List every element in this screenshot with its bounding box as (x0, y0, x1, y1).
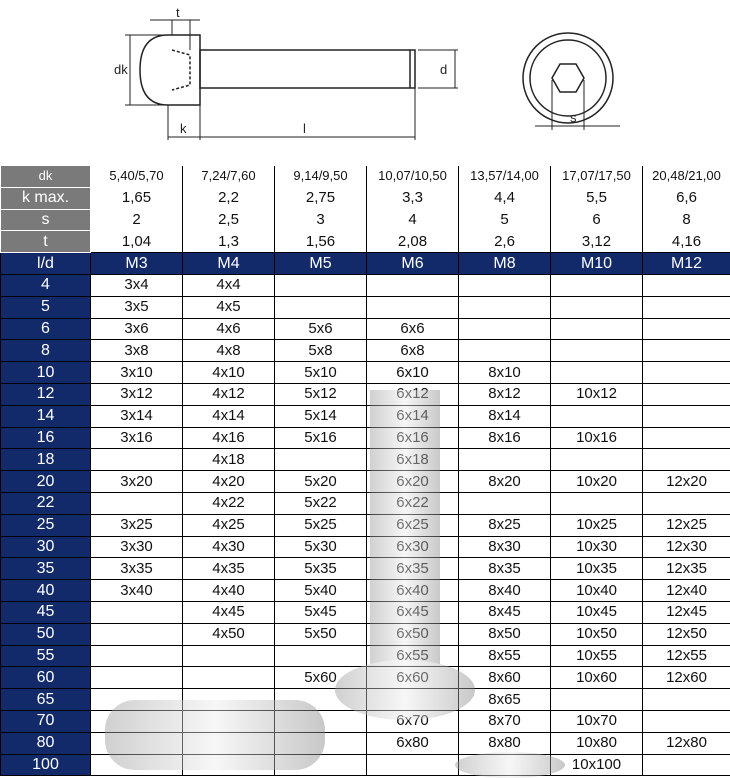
size-cell: 3x10 (91, 362, 183, 384)
size-cell: 6x50 (367, 623, 459, 645)
property-row (1, 231, 730, 253)
size-cell: 5x16 (275, 427, 367, 449)
size-cell (183, 732, 275, 754)
size-header: M3 (91, 253, 183, 275)
size-cell: 5x50 (275, 623, 367, 645)
size-header: M4 (183, 253, 275, 275)
size-cell: 6x22 (367, 492, 459, 514)
size-cell (367, 689, 459, 711)
length-cell: 16 (1, 427, 91, 449)
size-cell: 4x12 (183, 383, 275, 405)
property-value: 10,07/10,50 (367, 166, 459, 188)
size-cell: 8x12 (459, 383, 551, 405)
size-cell: 3x40 (91, 580, 183, 602)
property-value: 2 (91, 209, 183, 231)
length-cell: 8 (1, 340, 91, 362)
size-cell: 6x25 (367, 514, 459, 536)
size-cell: 4x20 (183, 471, 275, 493)
table-row (1, 514, 730, 536)
length-cell: 60 (1, 667, 91, 689)
size-cell: 3x6 (91, 318, 183, 340)
size-cell: 10x40 (551, 580, 643, 602)
size-cell: 4x6 (183, 318, 275, 340)
size-cell: 5x25 (275, 514, 367, 536)
property-value: 1,04 (91, 231, 183, 253)
size-cell: 8x40 (459, 580, 551, 602)
size-cell: 10x25 (551, 514, 643, 536)
length-cell: 45 (1, 601, 91, 623)
size-cell: 12x40 (643, 580, 730, 602)
table-row (1, 623, 730, 645)
size-cell (643, 362, 730, 384)
size-cell: 5x8 (275, 340, 367, 362)
size-cell (367, 274, 459, 296)
length-cell: 70 (1, 710, 91, 732)
property-value: 8 (643, 209, 730, 231)
property-value: 6,6 (643, 187, 730, 209)
size-cell: 8x45 (459, 601, 551, 623)
label-k: k (180, 121, 187, 136)
property-value: 5,40/5,70 (91, 166, 183, 188)
size-cell (91, 710, 183, 732)
size-cell (183, 710, 275, 732)
length-cell: 30 (1, 536, 91, 558)
size-cell (91, 689, 183, 711)
property-value: 2,2 (183, 187, 275, 209)
size-cell (459, 296, 551, 318)
property-value: 1,65 (91, 187, 183, 209)
property-value: 7,24/7,60 (183, 166, 275, 188)
size-cell (551, 340, 643, 362)
size-cell: 5x40 (275, 580, 367, 602)
table-row (1, 296, 730, 318)
size-cell: 4x40 (183, 580, 275, 602)
property-row (1, 187, 730, 209)
size-cell (91, 732, 183, 754)
size-cell: 5x14 (275, 405, 367, 427)
size-cell: 6x70 (367, 710, 459, 732)
size-cell: 10x100 (551, 754, 643, 776)
size-cell (91, 645, 183, 667)
size-cell: 4x22 (183, 492, 275, 514)
property-value: 2,08 (367, 231, 459, 253)
property-value: 4,16 (643, 231, 730, 253)
size-cell (275, 754, 367, 776)
size-cell (459, 340, 551, 362)
property-value: 3 (275, 209, 367, 231)
size-cell (459, 274, 551, 296)
size-cell: 12x25 (643, 514, 730, 536)
size-cell: 6x30 (367, 536, 459, 558)
size-cell: 10x80 (551, 732, 643, 754)
size-cell: 4x8 (183, 340, 275, 362)
size-cell: 6x14 (367, 405, 459, 427)
size-cell: 10x55 (551, 645, 643, 667)
size-cell: 10x12 (551, 383, 643, 405)
property-value: 20,48/21,00 (643, 166, 730, 188)
size-cell: 6x80 (367, 732, 459, 754)
size-cell: 10x35 (551, 558, 643, 580)
size-cell (643, 318, 730, 340)
table-row (1, 340, 730, 362)
size-cell (551, 362, 643, 384)
table-row (1, 558, 730, 580)
table-row (1, 274, 730, 296)
length-cell: 4 (1, 274, 91, 296)
length-cell: 35 (1, 558, 91, 580)
size-cell (551, 689, 643, 711)
size-cell (91, 492, 183, 514)
size-cell: 4x35 (183, 558, 275, 580)
size-cell (643, 492, 730, 514)
label-s: s (570, 110, 577, 125)
size-cell: 12x30 (643, 536, 730, 558)
size-cell (183, 667, 275, 689)
table-row (1, 318, 730, 340)
size-cell (551, 318, 643, 340)
size-cell: 3x16 (91, 427, 183, 449)
size-cell (643, 383, 730, 405)
length-cell: 10 (1, 362, 91, 384)
length-cell: 22 (1, 492, 91, 514)
length-cell: 65 (1, 689, 91, 711)
size-cell: 6x55 (367, 645, 459, 667)
size-cell: 10x16 (551, 427, 643, 449)
table-row (1, 732, 730, 754)
size-cell (91, 623, 183, 645)
size-header-row (1, 253, 730, 275)
length-cell: 80 (1, 732, 91, 754)
property-label: s (1, 209, 91, 231)
length-cell: 6 (1, 318, 91, 340)
size-cell (551, 274, 643, 296)
size-cell (275, 274, 367, 296)
table-row (1, 362, 730, 384)
property-value: 6 (551, 209, 643, 231)
property-value: 17,07/17,50 (551, 166, 643, 188)
size-cell: 6x6 (367, 318, 459, 340)
size-cell: 5x35 (275, 558, 367, 580)
table-row (1, 645, 730, 667)
size-cell: 3x35 (91, 558, 183, 580)
property-value: 5 (459, 209, 551, 231)
size-cell: 6x10 (367, 362, 459, 384)
size-cell: 5x10 (275, 362, 367, 384)
size-cell: 5x12 (275, 383, 367, 405)
size-cell (551, 492, 643, 514)
property-value: 1,56 (275, 231, 367, 253)
size-cell (275, 645, 367, 667)
property-value: 4,4 (459, 187, 551, 209)
length-cell: 20 (1, 471, 91, 493)
length-cell: 50 (1, 623, 91, 645)
size-cell (459, 449, 551, 471)
property-value: 9,14/9,50 (275, 166, 367, 188)
size-cell (643, 449, 730, 471)
property-value: 2,75 (275, 187, 367, 209)
property-value: 2,6 (459, 231, 551, 253)
table-row (1, 471, 730, 493)
size-cell: 6x45 (367, 601, 459, 623)
size-cell: 12x80 (643, 732, 730, 754)
table-row (1, 580, 730, 602)
size-cell: 8x50 (459, 623, 551, 645)
size-cell (643, 340, 730, 362)
size-cell: 12x45 (643, 601, 730, 623)
table-row (1, 492, 730, 514)
property-value: 3,3 (367, 187, 459, 209)
size-cell: 6x18 (367, 449, 459, 471)
length-cell: 12 (1, 383, 91, 405)
size-cell: 12x50 (643, 623, 730, 645)
size-cell (551, 449, 643, 471)
size-cell (367, 754, 459, 776)
size-cell: 3x5 (91, 296, 183, 318)
size-cell (91, 667, 183, 689)
size-cell: 8x20 (459, 471, 551, 493)
label-l: l (303, 121, 306, 136)
size-cell: 5x30 (275, 536, 367, 558)
size-cell (91, 754, 183, 776)
size-cell (643, 405, 730, 427)
table-row (1, 449, 730, 471)
table-row (1, 601, 730, 623)
size-header: M6 (367, 253, 459, 275)
property-label: t (1, 231, 91, 253)
size-header: M12 (643, 253, 730, 275)
size-cell: 6x12 (367, 383, 459, 405)
size-cell: 5x60 (275, 667, 367, 689)
property-value: 2,5 (183, 209, 275, 231)
table-row (1, 754, 730, 776)
label-dk: dk (114, 62, 128, 77)
size-cell: 4x10 (183, 362, 275, 384)
size-cell (183, 754, 275, 776)
length-cell: 55 (1, 645, 91, 667)
size-cell: 5x22 (275, 492, 367, 514)
property-value: 4 (367, 209, 459, 231)
property-label: k max. (1, 187, 91, 209)
size-cell: 8x25 (459, 514, 551, 536)
table-row (1, 383, 730, 405)
size-header: M5 (275, 253, 367, 275)
size-cell: 8x70 (459, 710, 551, 732)
table-row (1, 536, 730, 558)
size-cell: 6x16 (367, 427, 459, 449)
length-cell: 100 (1, 754, 91, 776)
size-cell (643, 689, 730, 711)
table-row (1, 689, 730, 711)
size-cell: 3x4 (91, 274, 183, 296)
size-header: M10 (551, 253, 643, 275)
size-cell: 8x35 (459, 558, 551, 580)
size-cell (551, 405, 643, 427)
size-cell: 3x8 (91, 340, 183, 362)
property-value: 1,3 (183, 231, 275, 253)
length-cell: 25 (1, 514, 91, 536)
size-cell (459, 318, 551, 340)
label-t: t (176, 5, 180, 20)
size-cell: 5x45 (275, 601, 367, 623)
size-cell: 12x20 (643, 471, 730, 493)
size-cell: 4x50 (183, 623, 275, 645)
size-cell: 12x55 (643, 645, 730, 667)
property-label: dk (1, 166, 91, 188)
size-header: M8 (459, 253, 551, 275)
size-cell (643, 754, 730, 776)
size-cell: 10x45 (551, 601, 643, 623)
size-cell (459, 492, 551, 514)
size-cell: 8x60 (459, 667, 551, 689)
size-cell (91, 601, 183, 623)
size-cell (367, 296, 459, 318)
size-cell: 10x30 (551, 536, 643, 558)
size-cell: 3x25 (91, 514, 183, 536)
size-cell: 6x60 (367, 667, 459, 689)
size-cell (91, 449, 183, 471)
table-row (1, 667, 730, 689)
size-cell: 8x55 (459, 645, 551, 667)
size-cell: 8x80 (459, 732, 551, 754)
size-cell: 10x70 (551, 710, 643, 732)
dimension-table (0, 165, 730, 776)
size-cell (643, 274, 730, 296)
size-cell (275, 710, 367, 732)
size-cell: 8x14 (459, 405, 551, 427)
size-cell: 12x35 (643, 558, 730, 580)
length-cell: 5 (1, 296, 91, 318)
size-cell: 4x18 (183, 449, 275, 471)
length-cell: 14 (1, 405, 91, 427)
size-cell: 4x14 (183, 405, 275, 427)
property-row (1, 166, 730, 188)
size-cell: 6x35 (367, 558, 459, 580)
size-cell: 3x14 (91, 405, 183, 427)
size-cell (459, 754, 551, 776)
size-cell: 5x20 (275, 471, 367, 493)
property-row (1, 209, 730, 231)
size-cell: 3x20 (91, 471, 183, 493)
size-cell: 4x30 (183, 536, 275, 558)
size-cell: 10x50 (551, 623, 643, 645)
size-cell: 4x5 (183, 296, 275, 318)
size-cell: 4x25 (183, 514, 275, 536)
length-cell: 40 (1, 580, 91, 602)
size-cell: 4x45 (183, 601, 275, 623)
size-cell: 6x8 (367, 340, 459, 362)
size-cell: 6x40 (367, 580, 459, 602)
size-cell (183, 689, 275, 711)
size-cell: 8x30 (459, 536, 551, 558)
technical-drawing (0, 0, 730, 160)
size-cell: 5x6 (275, 318, 367, 340)
size-cell (643, 296, 730, 318)
size-cell: 10x60 (551, 667, 643, 689)
table-row (1, 405, 730, 427)
size-cell: 8x65 (459, 689, 551, 711)
size-cell (275, 732, 367, 754)
table-row (1, 427, 730, 449)
size-cell: 4x16 (183, 427, 275, 449)
size-cell (275, 296, 367, 318)
size-cell: 10x20 (551, 471, 643, 493)
size-cell: 3x30 (91, 536, 183, 558)
size-cell (551, 296, 643, 318)
size-cell: 8x16 (459, 427, 551, 449)
header-label: l/d (1, 253, 91, 275)
property-value: 3,12 (551, 231, 643, 253)
label-d: d (440, 62, 448, 77)
length-cell: 18 (1, 449, 91, 471)
size-cell (643, 427, 730, 449)
size-cell: 6x20 (367, 471, 459, 493)
size-cell: 4x4 (183, 274, 275, 296)
size-cell: 3x12 (91, 383, 183, 405)
table-row (1, 710, 730, 732)
size-cell: 12x60 (643, 667, 730, 689)
size-cell (643, 710, 730, 732)
size-cell: 8x10 (459, 362, 551, 384)
property-value: 5,5 (551, 187, 643, 209)
size-cell (183, 645, 275, 667)
property-value: 13,57/14,00 (459, 166, 551, 188)
size-cell (275, 449, 367, 471)
size-cell (275, 689, 367, 711)
